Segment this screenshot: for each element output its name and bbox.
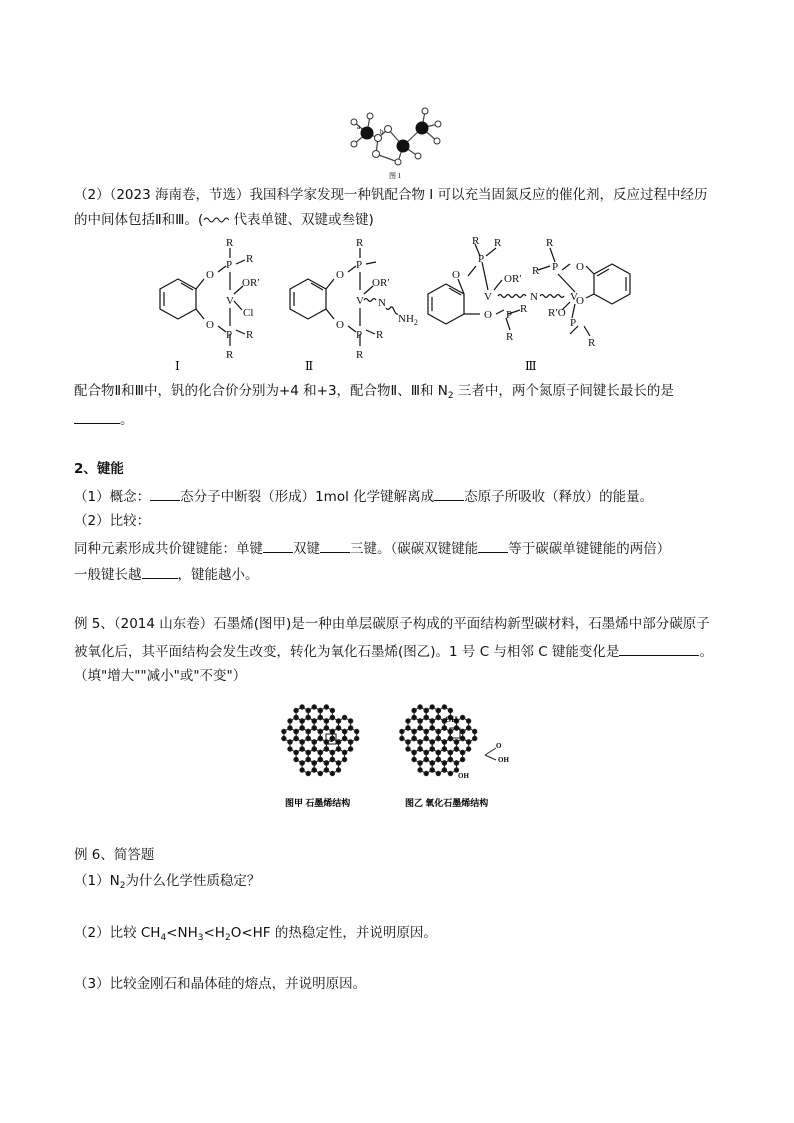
blank-double[interactable] <box>320 538 350 553</box>
carbon-atom <box>424 736 428 740</box>
svg-text:NH2: $NH_2$ <box>398 313 418 327</box>
carbon-atom <box>306 750 310 754</box>
complex-label-3: Ⅲ <box>525 359 537 373</box>
carbon-atom <box>400 736 404 740</box>
carbon-atom <box>342 729 346 733</box>
svg-text:OR′: OR′ <box>504 273 522 285</box>
carbon-atom <box>418 747 422 751</box>
carbon-atom <box>336 761 340 765</box>
carbon-atom <box>324 768 328 772</box>
carbon-atom <box>300 719 304 723</box>
q2-line2: 的中间体包括Ⅱ和Ⅲ。( 代表单键、双键或叁键) <box>74 212 374 228</box>
svg-text:R: R <box>356 349 364 361</box>
q2-line1: （2）（2023 海南卷，节选）我国科学家发现一种钒配合物 I 可以充当固氮反应的催化剂，反应过程中经历 <box>74 187 708 203</box>
blank-bond-energy[interactable] <box>619 641 699 656</box>
carbon-atom <box>330 708 334 712</box>
carbon-atom <box>288 740 292 744</box>
svg-text:R: R <box>472 235 480 247</box>
carbon-atom <box>348 726 352 730</box>
carbon-atom <box>306 736 310 740</box>
carbon-atom <box>318 757 322 761</box>
carbon-atom <box>318 736 322 740</box>
wavy-bond-icon <box>203 215 229 225</box>
carbon-atom <box>430 740 434 744</box>
carbon-atom <box>448 750 452 754</box>
bond-energy-concept: （1）概念： 态分子中断裂（形成）1mol 化学键解离成 态原子所吸收（释放）的能量。 <box>74 486 653 506</box>
oxide-label-cooh-o: O <box>496 742 502 750</box>
carbon-atom <box>294 750 298 754</box>
svg-text:N: N <box>530 291 538 303</box>
carbon-atom <box>288 726 292 730</box>
carbon-atom <box>300 768 304 772</box>
svg-text:R: R <box>246 253 254 265</box>
carbon-atom <box>430 719 434 723</box>
carbon-atom <box>312 705 316 709</box>
svg-text:P: P <box>226 259 233 271</box>
carbon-atom <box>466 726 470 730</box>
carbon-atom <box>466 740 470 744</box>
svg-text:O: O <box>336 319 344 331</box>
carbon-atom <box>318 708 322 712</box>
carbon-atom <box>306 708 310 712</box>
carbon-atom <box>312 719 316 723</box>
carbon-atom <box>418 726 422 730</box>
caption-graphene-oxide: 图乙 氧化石墨烯结构 <box>405 798 489 808</box>
svg-text:R: R <box>356 237 364 249</box>
svg-text:O: O <box>336 269 344 281</box>
carbon-atom <box>330 715 334 719</box>
carbon-atom <box>460 757 464 761</box>
carbon-atom <box>348 740 352 744</box>
carbon-atom <box>418 719 422 723</box>
svg-text:O: O <box>206 269 214 281</box>
carbon-atom <box>424 750 428 754</box>
carbon-atom <box>442 747 446 751</box>
carbon-atom <box>454 747 458 751</box>
carbon-atom <box>406 726 410 730</box>
carbon-atom <box>312 740 316 744</box>
carbon-atom <box>294 708 298 712</box>
carbon-atom <box>294 736 298 740</box>
oxide-label-oh: OH <box>445 715 458 724</box>
carbon-atom <box>300 705 304 709</box>
carbon-atom <box>460 715 464 719</box>
carbon-atom <box>294 715 298 719</box>
carbon-atom <box>336 768 340 772</box>
carbon-atom <box>342 757 346 761</box>
section2-heading: 2、键能 <box>74 461 124 477</box>
svg-text:V: V <box>570 291 578 303</box>
svg-text:O: O <box>576 261 584 273</box>
carbon-atom <box>330 750 334 754</box>
carbon-atom <box>406 747 410 751</box>
carbon-atom <box>318 771 322 775</box>
svg-text:O: O <box>576 295 584 307</box>
carbon-atom <box>436 757 440 761</box>
svg-text:R: R <box>520 303 528 315</box>
carbon-atom <box>294 757 298 761</box>
carbon-atom <box>330 757 334 761</box>
svg-text:OR′: OR′ <box>242 277 260 289</box>
carbon-atom <box>300 740 304 744</box>
carbon-atom <box>442 740 446 744</box>
carbon-atom <box>424 771 428 775</box>
compare-heading: （2）比较： <box>74 513 151 529</box>
carbon-atom <box>306 715 310 719</box>
svg-text:P: P <box>226 329 233 341</box>
carbon-atom <box>330 771 334 775</box>
carbon-atom <box>336 747 340 751</box>
carbon-atom <box>288 747 292 751</box>
carbon-atom <box>418 768 422 772</box>
svg-text:R′O: R′O <box>548 307 566 319</box>
svg-text:R: R <box>226 237 234 249</box>
carbon-atom <box>448 757 452 761</box>
carbon-atom <box>412 708 416 712</box>
carbon-atom <box>424 708 428 712</box>
carbon-atom <box>300 726 304 730</box>
carbon-atom <box>436 771 440 775</box>
complex-label-2: Ⅱ <box>305 359 314 373</box>
q2-answer-blank-line: 。 <box>74 409 134 429</box>
carbon-atom <box>424 729 428 733</box>
carbon-atom <box>436 750 440 754</box>
carbon-atom <box>430 747 434 751</box>
carbon-atom <box>330 729 334 733</box>
svg-text:V: V <box>484 291 492 303</box>
svg-text:O: O <box>452 269 460 281</box>
carbon-atom <box>318 729 322 733</box>
svg-text:R: R <box>588 337 596 349</box>
carbon-atom <box>282 736 286 740</box>
carbon-atom <box>282 729 286 733</box>
graphene-figures <box>280 700 520 815</box>
svg-text:P: P <box>356 259 363 271</box>
blank-state-1[interactable] <box>150 486 180 501</box>
carbon-atom <box>300 761 304 765</box>
example6-heading: 例 6、简答题 <box>74 847 155 863</box>
fig1-label-a: a <box>357 123 361 131</box>
carbon-atom <box>418 761 422 765</box>
svg-text:R: R <box>494 237 502 249</box>
carbon-atom <box>406 719 410 723</box>
svg-text:V: V <box>226 295 234 307</box>
carbon-atom <box>430 768 434 772</box>
carbon-atom <box>336 726 340 730</box>
fig1-label-b: b <box>380 128 384 136</box>
svg-text:R: R <box>226 349 234 361</box>
vanadium-complexes-figure <box>150 234 640 374</box>
blank-single[interactable] <box>263 538 293 553</box>
carbon-atom <box>460 729 464 733</box>
svg-text:R: R <box>376 329 384 341</box>
carbon-atom <box>324 761 328 765</box>
carbon-atom <box>436 708 440 712</box>
svg-text:P: P <box>570 317 577 329</box>
carbon-atom <box>412 736 416 740</box>
carbon-atom <box>336 719 340 723</box>
carbon-atom <box>342 736 346 740</box>
carbon-atom <box>412 750 416 754</box>
carbon-atom <box>318 715 322 719</box>
carbon-atom <box>306 757 310 761</box>
carbon-atom <box>324 747 328 751</box>
svg-text:OR′: OR′ <box>372 277 390 289</box>
oxide-label-oh2: OH <box>458 772 469 780</box>
blank-triple[interactable] <box>478 538 508 553</box>
carbon-atom <box>348 719 352 723</box>
carbon-atom <box>312 726 316 730</box>
carbon-atom <box>348 747 352 751</box>
carbon-atom <box>406 740 410 744</box>
answer-blank[interactable] <box>74 409 120 424</box>
carbon-atom <box>442 768 446 772</box>
carbon-atom <box>300 747 304 751</box>
carbon-atom <box>324 705 328 709</box>
carbon-atom <box>324 719 328 723</box>
blank-state-2[interactable] <box>434 486 464 501</box>
svg-text:Cl: Cl <box>243 307 254 319</box>
general-rule-line: 一般键长越 ，键能越小。 <box>74 564 259 584</box>
carbon-atom <box>288 719 292 723</box>
carbon-atom <box>312 761 316 765</box>
svg-text:P: P <box>552 261 559 273</box>
svg-text:O: O <box>206 319 214 331</box>
carbon-atom <box>460 750 464 754</box>
svg-text:R: R <box>506 331 514 343</box>
carbon-atom <box>454 740 458 744</box>
example6-q3: （3）比较金刚石和晶体硅的熔点，并说明原因。 <box>74 976 367 992</box>
carbon-atom <box>418 705 422 709</box>
carbon-atom <box>436 715 440 719</box>
carbon-atom <box>442 705 446 709</box>
carbon-atom <box>454 761 458 765</box>
svg-text:V: V <box>356 295 364 307</box>
svg-text:O: O <box>484 309 492 321</box>
carbon-atom <box>473 729 477 733</box>
carbon-atom <box>460 736 464 740</box>
carbon-atom <box>294 729 298 733</box>
carbon-atom <box>312 768 316 772</box>
svg-text:R: R <box>246 329 254 341</box>
example5-line1: 例 5、（2014 山东卷）石墨烯(图甲)是一种由单层碳原子构成的平面结构新型碳材料，石墨烯中部分碳原子 <box>74 616 710 632</box>
svg-text:P: P <box>478 253 485 265</box>
carbon-atom <box>412 757 416 761</box>
carbon-atom <box>424 757 428 761</box>
carbon-atom <box>412 729 416 733</box>
oxide-label-cooh-oh: OH <box>498 756 509 764</box>
svg-text:N: N <box>378 297 386 309</box>
carbon-atom <box>430 726 434 730</box>
q2-answer-line: 配合物Ⅱ和Ⅲ中，钒的化合价分别为+4 和+3，配合物Ⅱ、Ⅲ和 $N_2$ 三者中，两个氮原子间键长最长的是 <box>74 383 674 401</box>
carbon-atom <box>442 726 446 730</box>
graphene-label-1: 1 <box>329 735 333 744</box>
example6-q1: $(1)N_2$为什么化学性质稳定？ <box>74 873 261 891</box>
svg-text:R: R <box>532 265 540 277</box>
carbon-atom <box>412 715 416 719</box>
carbon-atom <box>466 719 470 723</box>
carbon-atom <box>312 747 316 751</box>
figure-1-molecule <box>340 96 450 181</box>
svg-text:P: P <box>356 329 363 341</box>
carbon-atom <box>448 771 452 775</box>
example5-line2: 被氧化后，其平面结构会发生改变，转化为氧化石墨烯(图乙)。1 号 C 与相邻 C 键能变化是 。 <box>74 641 713 661</box>
svg-text:R: R <box>546 237 554 249</box>
carbon-atom <box>400 729 404 733</box>
carbon-atom <box>473 736 477 740</box>
example6-q2: （2）比较 $CH_4<NH_3<H_2O<HF$ 的热稳定性，并说明原因。 <box>74 925 437 943</box>
carbon-atom <box>336 740 340 744</box>
carbon-atom <box>318 750 322 754</box>
compare-line: 同种元素形成共价键键能：单键 双键 三键。（碳碳双键键能 等于碳碳单键键能的两倍） <box>74 538 670 558</box>
carbon-atom <box>306 771 310 775</box>
carbon-atom <box>436 736 440 740</box>
svg-text:P: P <box>506 309 513 321</box>
carbon-atom <box>448 708 452 712</box>
carbon-atom <box>466 747 470 751</box>
carbon-atom <box>442 761 446 765</box>
carbon-atom <box>306 729 310 733</box>
example5-line3: （填"增大""减小"或"不变"） <box>74 668 247 684</box>
fig1-caption: 图 1 <box>389 172 402 180</box>
carbon-atom <box>324 726 328 730</box>
carbon-atom <box>424 715 428 719</box>
carbon-atom <box>430 705 434 709</box>
blank-length[interactable] <box>142 564 178 579</box>
caption-graphene: 图甲 石墨烯结构 <box>285 798 351 808</box>
carbon-atom <box>436 729 440 733</box>
carbon-atom <box>355 729 359 733</box>
carbon-atom <box>342 715 346 719</box>
carbon-atom <box>418 740 422 744</box>
carbon-atom <box>355 736 359 740</box>
carbon-atom <box>430 761 434 765</box>
carbon-atom <box>342 750 346 754</box>
complex-label-1: Ⅰ <box>175 359 180 373</box>
